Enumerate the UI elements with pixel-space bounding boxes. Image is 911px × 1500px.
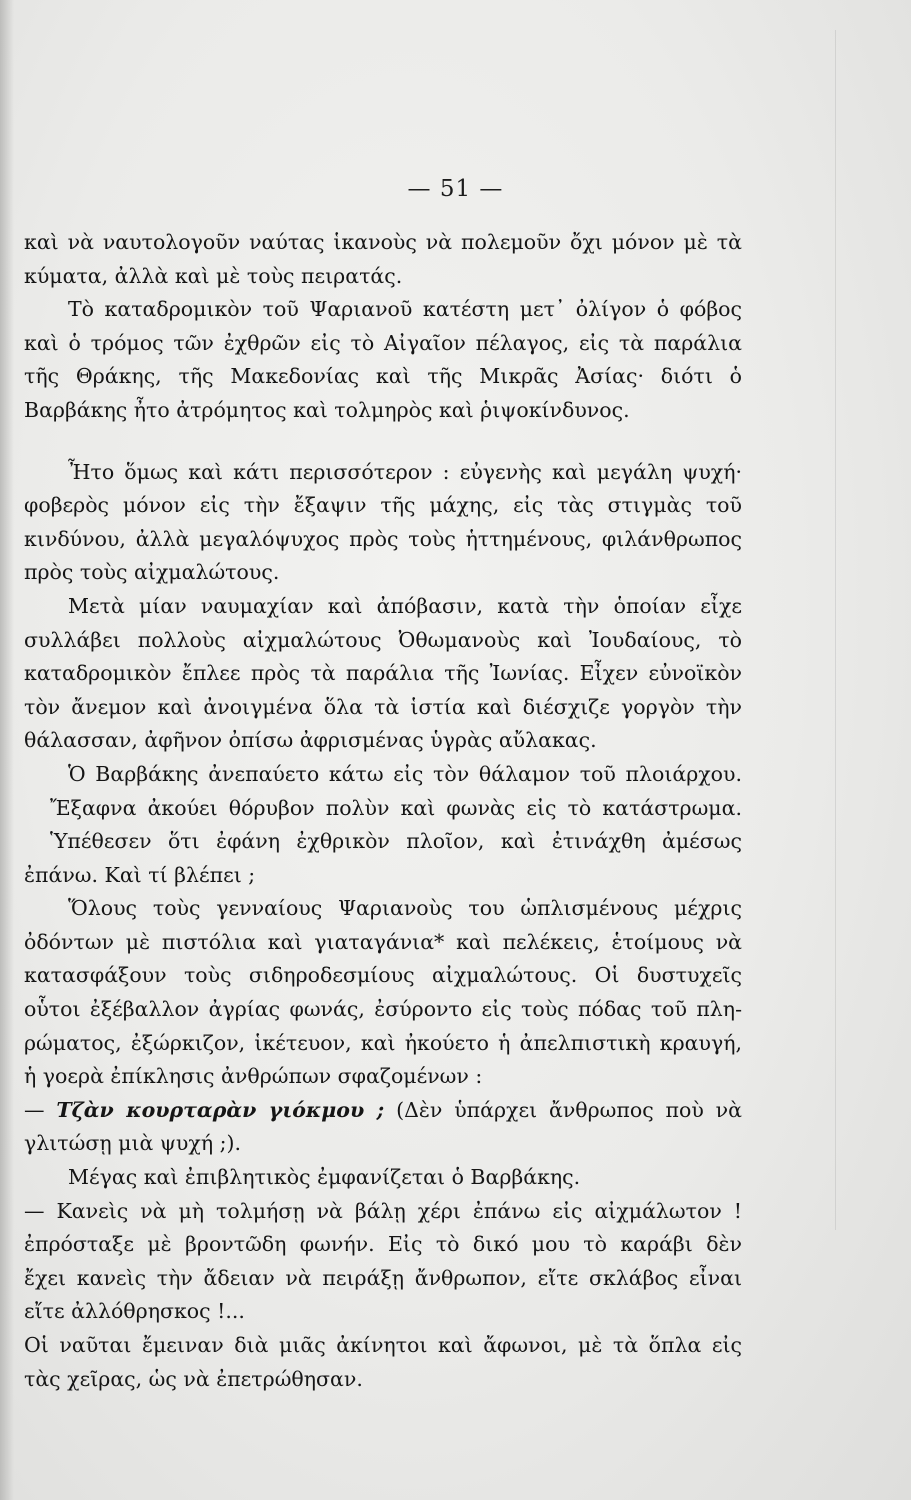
text-line: Μέγας καὶ ἐπιβλητικὸς ἐμφανίζεται ὁ Βαρβάκης. <box>68 1165 581 1190</box>
text-line: Ἦτο ὅμως καὶ κάτι περισσότερον : εὐγενὴς καὶ μεγάλη ψυχή· <box>68 459 742 484</box>
text-line: κινδύνου, ἀλλὰ μεγαλόψυχος πρὸς τοὺς ἡττημένους, φιλάνθρωπος <box>24 526 742 551</box>
text-line: ἡ γοερὰ ἐπίκλησις ἀνθρώπων σφαζομένων : <box>24 1064 483 1089</box>
text-line: γλιτώσῃ μιὰ ψυχή ;). <box>24 1131 242 1156</box>
turkish-phrase: Τζὰν κουρταρὰν γιόκμου ; <box>56 1097 385 1122</box>
text-line: Ὁ Βαρβάκης ἀνεπαύετο κάτω εἰς τὸν θάλαμον τοῦ πλοιάρχου. <box>68 761 742 786</box>
text-line: καταδρομικὸν ἔπλεε πρὸς τὰ παράλια τῆς Ἰωνίας. Εἶχεν εὐνοϊκὸν <box>24 661 742 686</box>
page-number: — 51 — <box>407 176 504 202</box>
text-line: Οἱ ναῦται ἔμειναν διὰ μιᾶς ἀκίνητοι καὶ ἄφωνοι, μὲ τὰ ὅπλα εἰς <box>24 1333 742 1357</box>
dialogue-dash: — <box>24 1097 57 1122</box>
page-crease <box>835 30 836 1230</box>
text-line: θάλασσαν, ἀφῆνον ὀπίσω ἀφρισμένας ὑγρὰς αὔλακας. <box>24 728 597 753</box>
text-line: καὶ ὁ τρόμος τῶν ἐχθρῶν εἰς τὸ Αἰγαῖον πέλαγος, εἰς τὰ παράλια <box>24 330 742 355</box>
text-line: Μετὰ μίαν ναυμαχίαν καὶ ἀπόβασιν, κατὰ τὴν ὁποίαν εἶχε <box>68 593 742 618</box>
text-line: συλλάβει πολλοὺς αἰχμαλώτους Ὀθωμανοὺς καὶ Ἰουδαίους, τὸ <box>24 627 742 652</box>
text-line: Ὅλους τοὺς γενναίους Ψαριανοὺς του ὡπλισμένους μέχρις <box>68 896 742 921</box>
dialogue-line <box>24 1094 742 1128</box>
text-line: ἐπάνω. Καὶ τί βλέπει ; <box>24 862 256 887</box>
text-line: — Κανεὶς νὰ μὴ τολμήσῃ νὰ βάλῃ χέρι ἐπάνω εἰς αἰχμάλωτον ! <box>24 1198 742 1223</box>
text-line: κατασφάξουν τοὺς σιδηροδεσμίους αἰχμαλώτους. Οἱ δυστυχεῖς <box>24 963 742 988</box>
text-line: καὶ νὰ ναυτολογοῦν ναύτας ἱκανοὺς νὰ πολεμοῦν ὄχι μόνον μὲ τὰ <box>24 230 742 254</box>
text-line: κύματα, ἀλλὰ καὶ μὲ τοὺς πειρατάς. <box>24 263 403 288</box>
text-line: ἐπρόσταξε μὲ βροντῶδη φωνήν. Εἰς τὸ δικό μου τὸ καράβι δὲν <box>24 1232 742 1257</box>
text-line: τὰς χεῖρας, ὡς νὰ ἐπετρώθησαν. <box>24 1366 363 1391</box>
text-line: ὀδόντων μὲ πιστόλια καὶ γιαταγάνια* καὶ πελέκεις, ἑτοίμους νὰ <box>24 929 742 954</box>
text-line: οὗτοι ἐξέβαλλον ἀγρίας φωνάς, ἐσύροντο εἰς τοὺς πόδας τοῦ πλη- <box>24 997 742 1022</box>
text-line: Ἔξαφνα ἀκούει θόρυβον πολὺν καὶ φωνὰς εἰς τὸ κατάστρωμα. <box>50 795 742 820</box>
text-line: εἴτε ἀλλόθρησκος !... <box>24 1299 245 1324</box>
text-line: τῆς Θράκης, τῆς Μακεδονίας καὶ τῆς Μικρᾶς Ἀσίας· διότι ὁ <box>24 364 742 389</box>
text-line: Τὸ καταδρομικὸν τοῦ Ψαριανοῦ κατέστη μετ᾽ ὀλίγον ὁ φόβος <box>68 297 742 322</box>
text-line: φοβερὸς μόνον εἰς τὴν ἔξαψιν τῆς μάχης, εἰς τὰς στιγμὰς τοῦ <box>24 493 742 518</box>
text-line: ἔχει κανεὶς τὴν ἄδειαν νὰ πειράξῃ ἄνθρωπον, εἴτε σκλάβος εἶναι <box>24 1265 742 1290</box>
body-text <box>24 226 742 1396</box>
text-line: πρὸς τοὺς αἰχμαλώτους. <box>24 560 280 585</box>
dialogue-translation: (Δὲν ὑπάρχει ἄνθρωπος ποὺ νὰ <box>384 1097 742 1122</box>
text-line: τὸν ἄνεμον καὶ ἀνοιγμένα ὅλα τὰ ἱστία καὶ διέσχιζε γοργὸν τὴν <box>24 694 742 719</box>
text-line: Βαρβάκης ἦτο ἀτρόμητος καὶ τολμηρὸς καὶ ῥιψοκίνδυνος. <box>24 397 630 422</box>
page-gutter-shadow <box>0 0 14 1500</box>
text-line: ρώματος, ἐξώρκιζον, ἱκέτευον, καὶ ἠκούετο ἡ ἀπελπιστικὴ κραυγή, <box>24 1030 742 1055</box>
text-line: Ὑπέθεσεν ὅτι ἐφάνη ἐχθρικὸν πλοῖον, καὶ ἐτινάχθη ἀμέσως <box>50 829 742 854</box>
